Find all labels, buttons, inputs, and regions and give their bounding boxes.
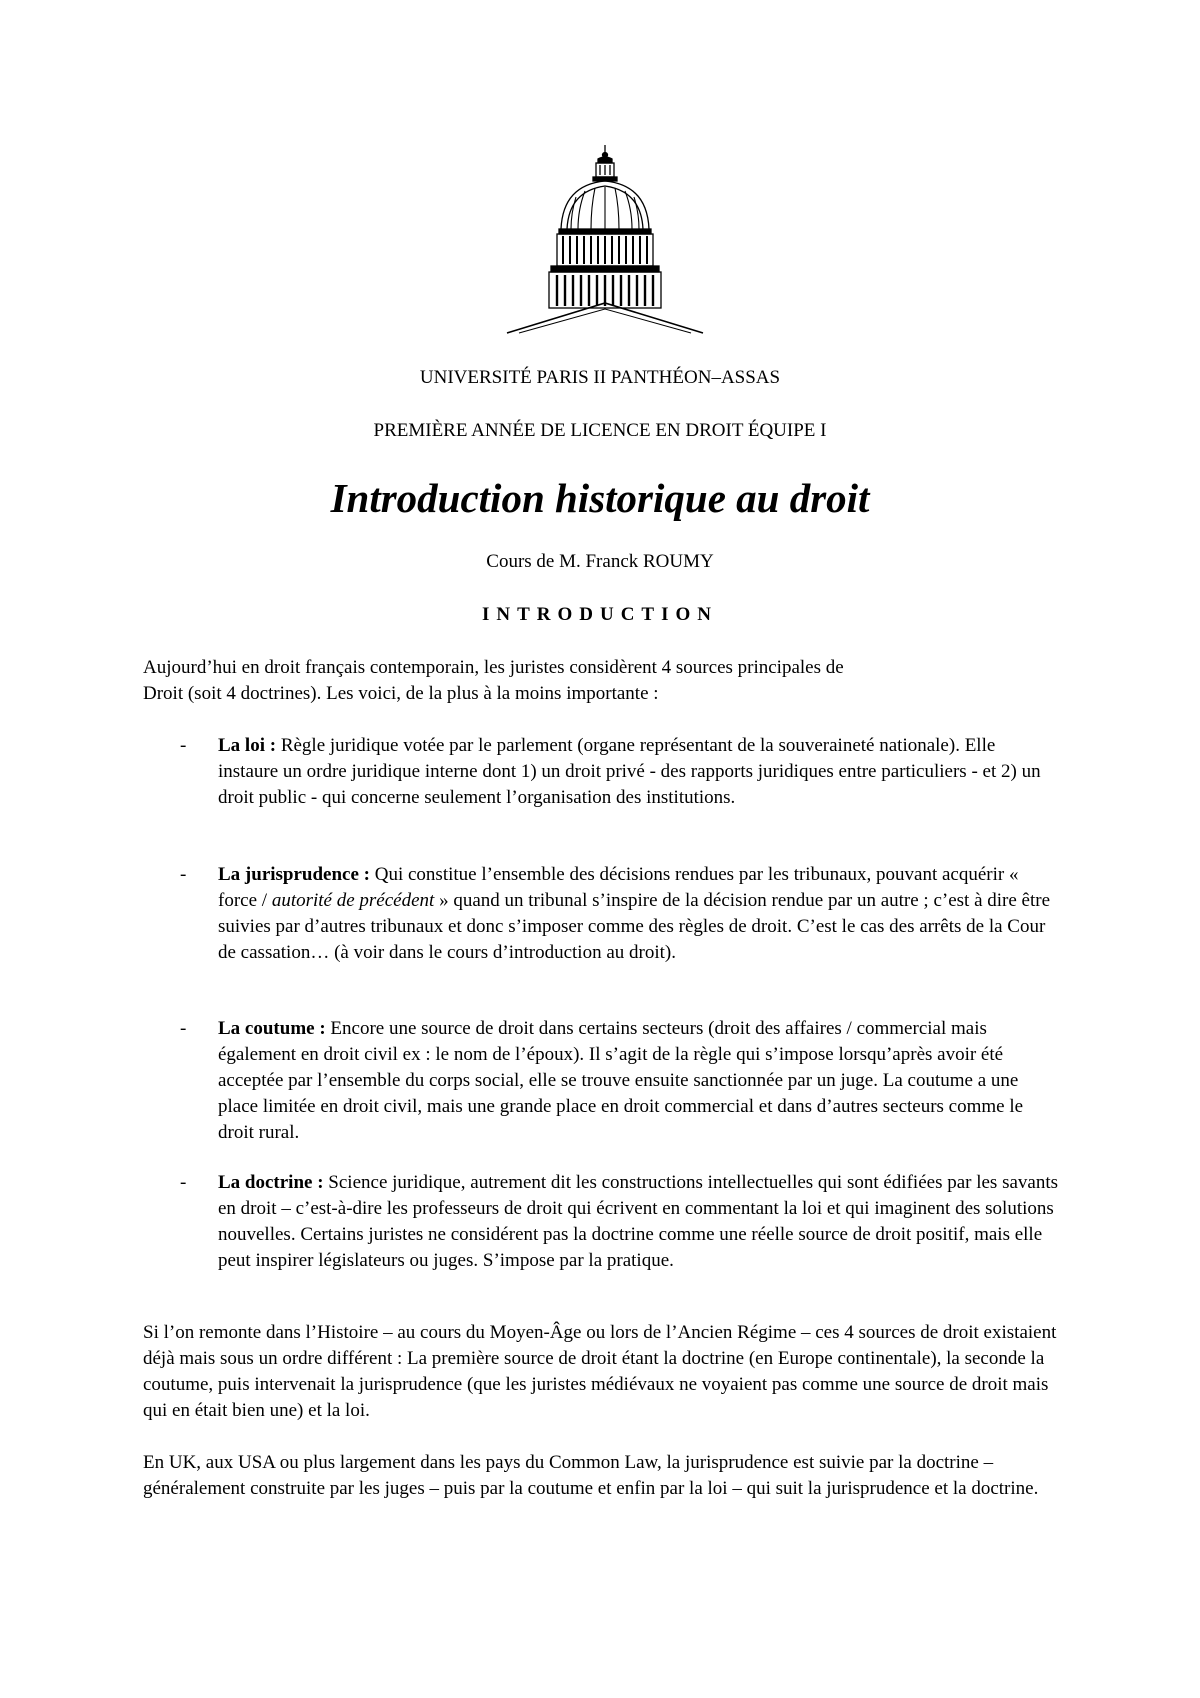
source-description-continued: » quand un tribunal s’inspire de la décision rendue par un autre ; c’est à dire être suivies par d’autres tribunaux et donc s’imposer comme des règles de droit. C’est le cas des arrêts de la Cour de cassation… (à voir dans le cours d’introduction au droit). (218, 890, 1051, 963)
intro-line-2: Droit (soit 4 doctrines). Les voici, de la plus à la moins importante : (143, 683, 659, 704)
source-term: La loi : (218, 735, 277, 756)
list-item (180, 862, 1060, 966)
section-heading: INTRODUCTION (481, 604, 719, 625)
bullet-dash: - (180, 864, 187, 885)
source-description-italic: autorité de précédent (271, 890, 435, 911)
list-item (180, 1170, 1060, 1274)
list-item (180, 1016, 1060, 1146)
list-item (180, 733, 1060, 811)
source-term: La jurisprudence : (218, 864, 370, 885)
program-year: PREMIÈRE ANNÉE DE LICENCE EN DROIT ÉQUIPE I (373, 420, 827, 441)
source-description: Encore une source de droit dans certains secteurs (droit des affaires / commercial mais également en droit civil ex : le nom de l’époux). Il s’agit de la règle qui s’impose lorsqu’après avoir été acceptée par l’ensemble du corps social, elle se trouve ensuite sanctionnée par un juge. La coutume a une place limitée en droit civil, mais une grande place en droit commercial et dans d’autres secteurs comme le droit rural. (218, 1018, 1024, 1143)
history-paragraph: Si l’on remonte dans l’Histoire – au cours du Moyen-Âge ou lors de l’Ancien Régime – ces 4 sources de droit existaient déjà mais sous un ordre différent : La première source de droit étant la doctrine (en Europe continentale), la seconde la coutume, puis intervenait la jurisprudence (que les juristes médiévaux ne voyaient pas comme une source de droit mais qui en était bien une) et la loi. (143, 1322, 1057, 1421)
intro-paragraph (143, 655, 1073, 707)
source-description: Science juridique, autrement dit les constructions intellectuelles qui sont édifiées par les savants en droit – c’est-à-dire les professeurs de droit qui écrivent en commentant la loi et qui imaginent des solutions nouvelles. Certains juristes ne considérent pas la doctrine comme une réelle source de droit positif, mais elle peut inspirer législateurs ou juges. S’impose par la pratique. (218, 1172, 1059, 1271)
bullet-dash: - (180, 735, 187, 756)
source-description: Règle juridique votée par le parlement (organe représentant de la souveraineté nationale). Elle instaure un ordre juridique interne dont 1) un droit privé - des rapports juridiques entre particuliers - et 2) un droit public - qui concerne seulement l’organisation des institutions. (218, 735, 1041, 808)
common-law-paragraph: En UK, aux USA ou plus largement dans les pays du Common Law, la jurisprudence est suivie par la doctrine – généralement construite par les juges – puis par la coutume et enfin par la loi – qui suit la jurisprudence et la doctrine. (143, 1452, 1039, 1499)
document-title: Introduction historique au droit (330, 475, 870, 521)
source-description: Qui constitue l’ensemble des décisions rendues par les tribunaux, pouvant acquérir « force / (218, 864, 1019, 911)
source-term: La coutume : (218, 1018, 326, 1039)
university-name: UNIVERSITÉ PARIS II PANTHÉON–ASSAS (419, 367, 781, 388)
bullet-dash: - (180, 1172, 187, 1193)
bullet-dash: - (180, 1018, 187, 1039)
source-term: La doctrine : (218, 1172, 324, 1193)
pantheon-dome-logo (505, 143, 705, 335)
course-author: Cours de M. Franck ROUMY (486, 551, 714, 572)
intro-line-1: Aujourd’hui en droit français contemporain, les juristes considèrent 4 sources principales de (143, 657, 844, 678)
